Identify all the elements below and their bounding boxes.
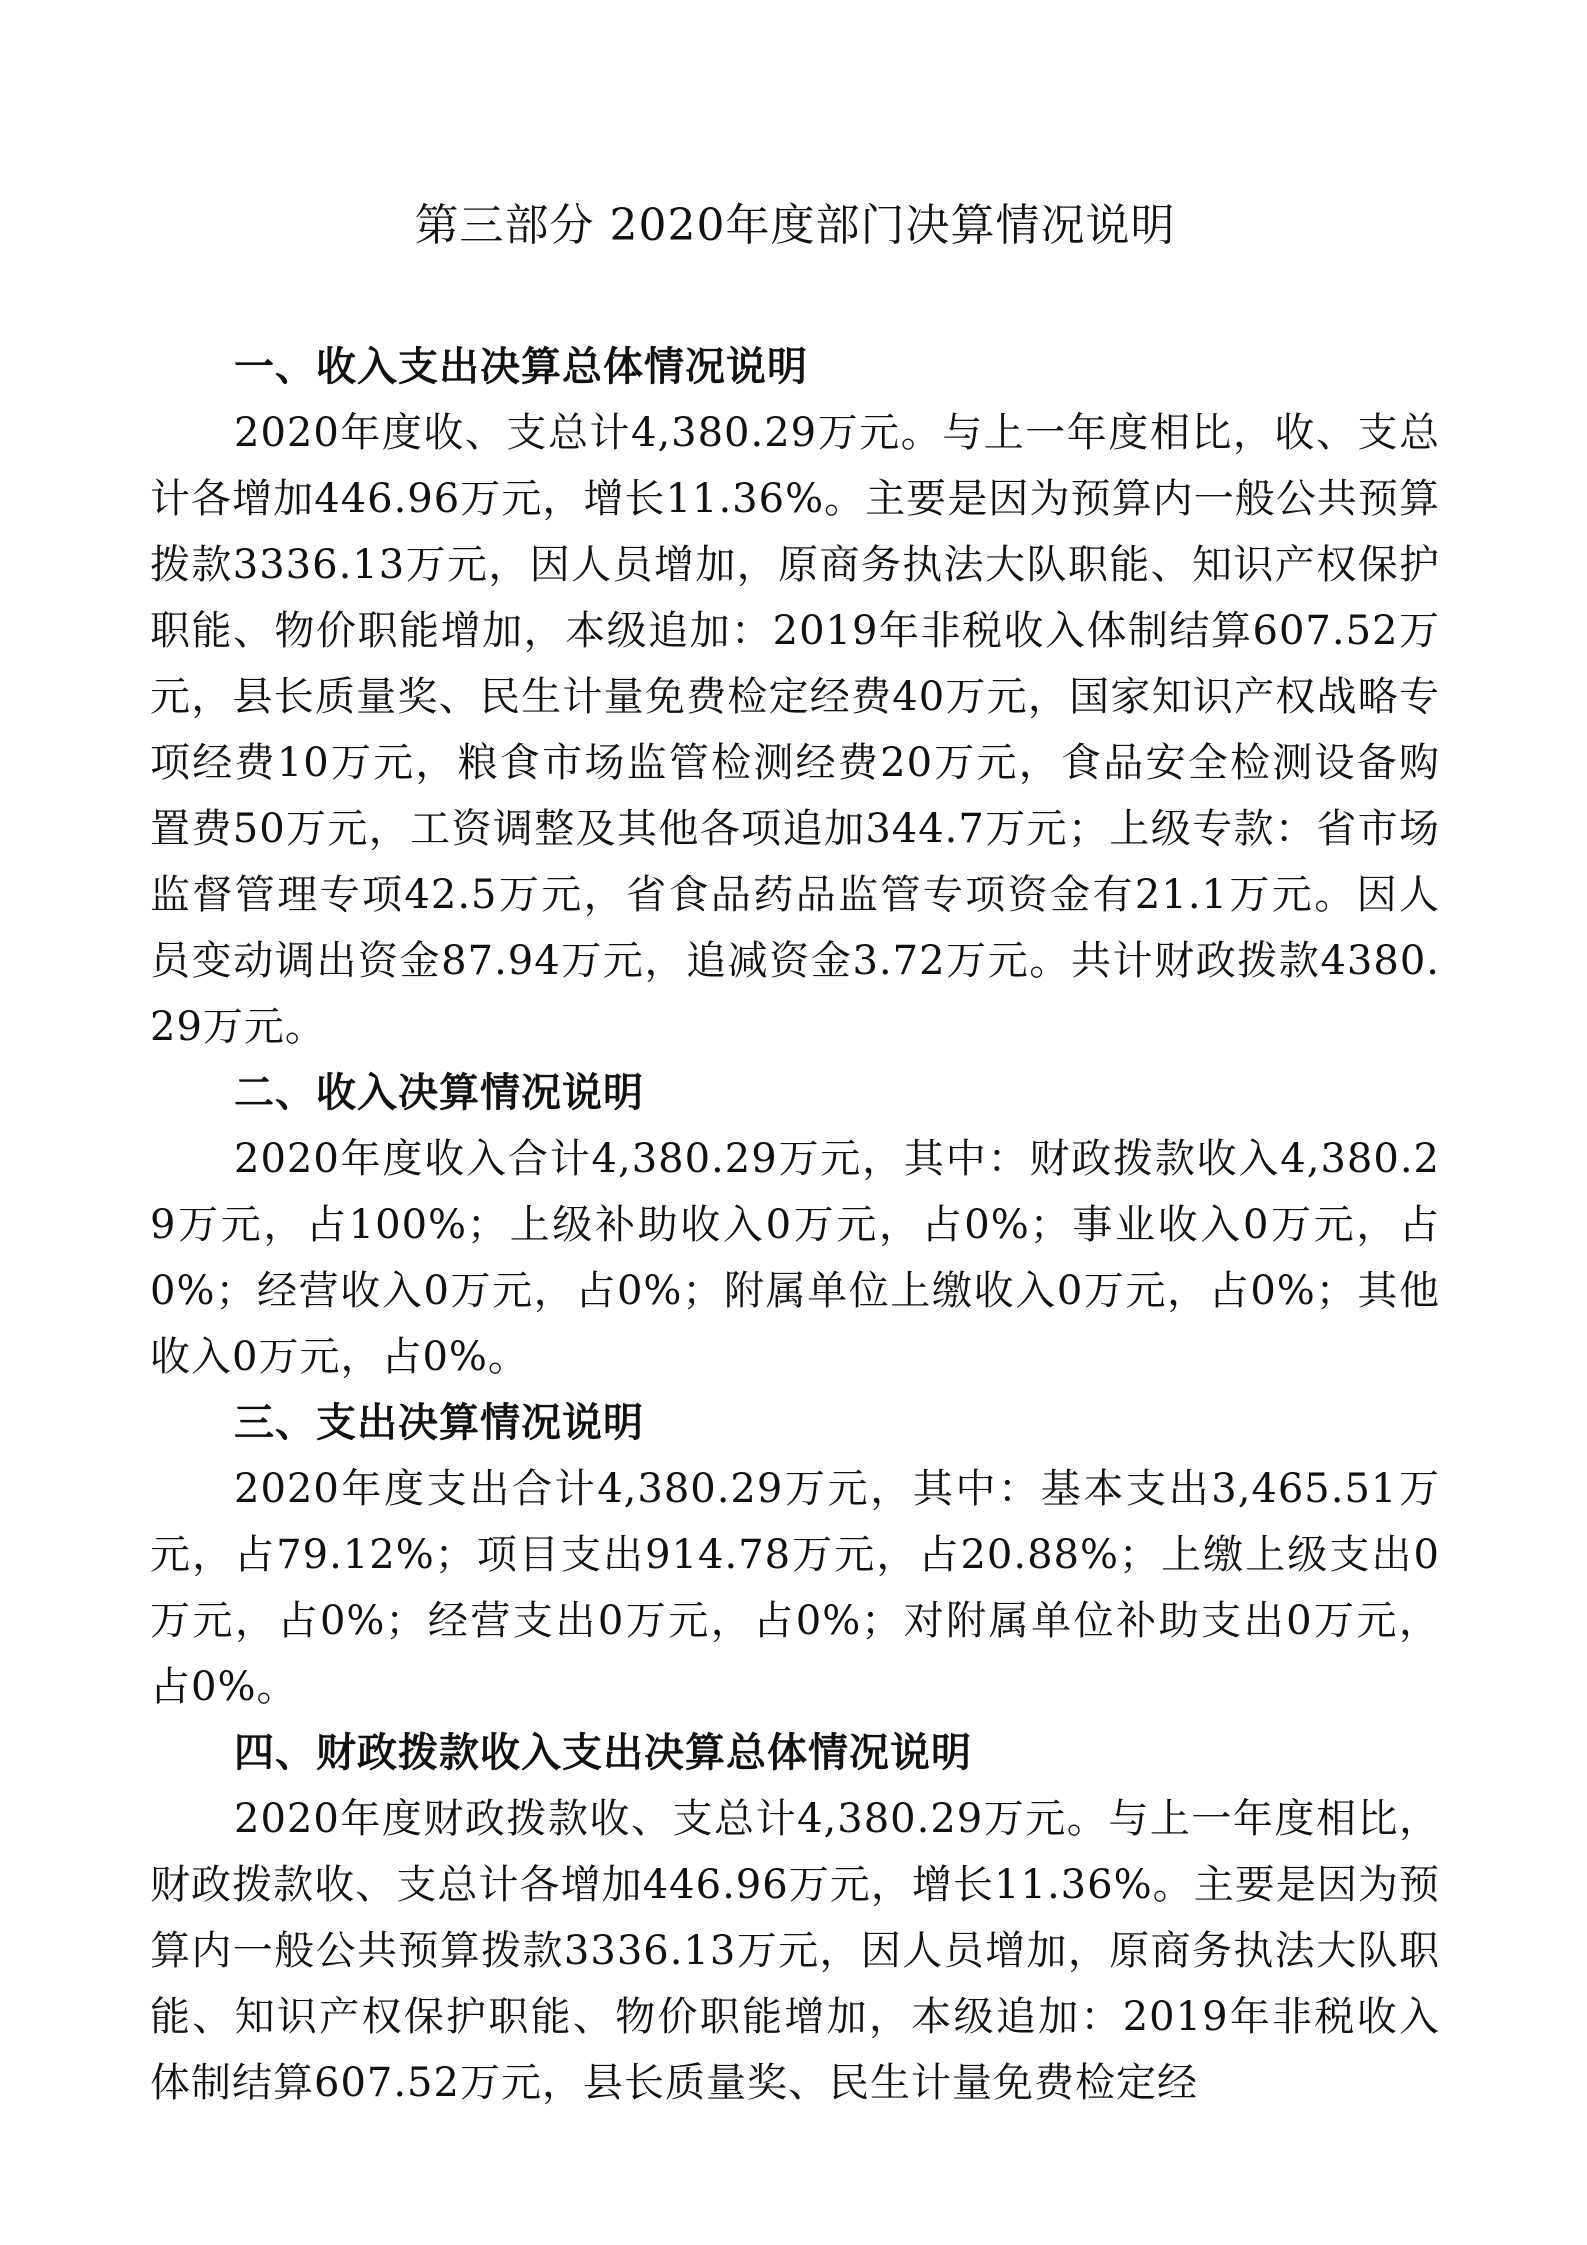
section-body-fiscal-appropriation: 2020年度财政拨款收、支总计4,380.29万元。与上一年度相比，财政拨款收、支总计各增加446.96万元，增长11.36%。主要是因为预算内一般公共预算拨款3336.13万元，因人员增加，原商务执法大队职能、知识产权保护职能、物价职能增加，本级追加：2019年非税收入体制结算607.52万元，县长质量奖、民生计量免费检定经: [150, 1796, 1440, 2106]
section-body-income: 2020年度收入合计4,380.29万元，其中：财政拨款收入4,380.29万元，占100%；上级补助收入0万元，占0%；事业收入0万元，占0%；经营收入0万元，占0%；附属单位上缴收入0万元，占0%；其他收入0万元，占0%。: [150, 1136, 1440, 1380]
section-heading-income-expenditure-overview: 一、收入支出决算总体情况说明: [234, 344, 808, 390]
document-title: 第三部分 2020年度部门决算情况说明: [414, 200, 1176, 251]
document-page: [150, 190, 1440, 2116]
section-heading-expenditure: 三、支出决算情况说明: [234, 1400, 644, 1446]
section-body-expenditure: 2020年度支出合计4,380.29万元，其中：基本支出3,465.51万元，占79.12%；项目支出914.78万元，占20.88%；上缴上级支出0万元，占0%；经营支出0万元，占0%；对附属单位补助支出0万元，占0%。: [150, 1466, 1440, 1710]
section-heading-fiscal-appropriation: 四、财政拨款收入支出决算总体情况说明: [234, 1730, 972, 1776]
section-body-income-expenditure-overview: 2020年度收、支总计4,380.29万元。与上一年度相比，收、支总计各增加446.96万元，增长11.36%。主要是因为预算内一般公共预算拨款3336.13万元，因人员增加，原商务执法大队职能、知识产权保护职能、物价职能增加，本级追加：2019年非税收入体制结算607.52万元，县长质量奖、民生计量免费检定经费40万元，国家知识产权战略专项经费10万元，粮食市场监管检测经费20万元，食品安全检测设备购置费50万元，工资调整及其他各项追加344.7万元；上级专款：省市场监督管理专项42.5万元，省食品药品监管专项资金有21.1万元。因人员变动调出资金87.94万元，追减资金3.72万元。共计财政拨款4380.29万元。: [150, 410, 1440, 1050]
section-heading-income: 二、收入决算情况说明: [234, 1070, 644, 1116]
